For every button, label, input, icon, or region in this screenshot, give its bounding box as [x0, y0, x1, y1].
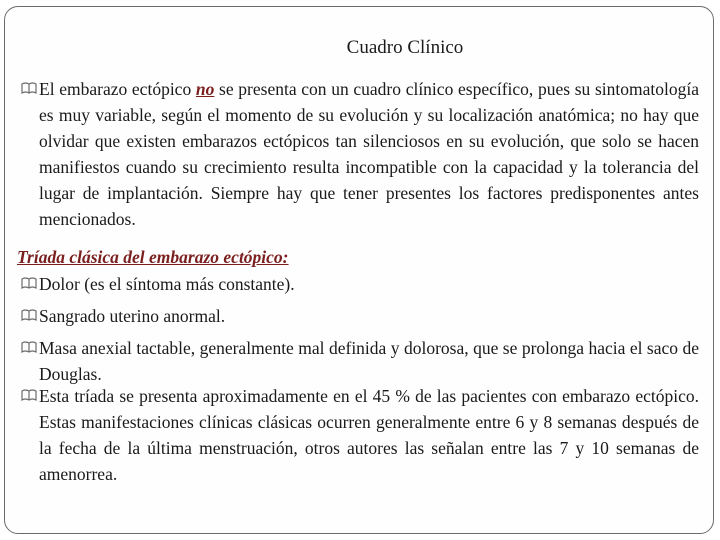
- intro-paragraph: El embarazo ectópico no se presenta con un cuadro clínico específico, pues su sintomatología es muy variable, según el momento de su evolución y su localización anatómica; no hay que olvidar que existen embarazos ectópicos tan silenciosos en su evolución, que solo se hacen manifiestos cuando su crecimiento resulta incompatible con la capacidad y la tolerancia del lugar de implantación. Siempre hay que tener presentes los factores predisponentes antes mencionados.: [17, 76, 699, 232]
- open-book-icon: [21, 308, 37, 322]
- bullet-item: Dolor (es el síntoma más constante).: [17, 271, 699, 297]
- triad-heading: Tríada clásica del embarazo ectópico:: [17, 247, 289, 267]
- emphasis-no: no: [195, 79, 215, 99]
- open-book-icon: [21, 81, 37, 95]
- open-book-icon: [21, 388, 37, 402]
- slide-title: Cuadro Clínico: [346, 37, 464, 58]
- bullet-item: Esta tríada se presenta aproximadamente en el 45 % de las pacientes con embarazo ectópico. Estas manifestaciones clínicas clásicas ocurren generalmente entre 6 y 8 semanas después de la fecha de la última menstruación, otros autores las señalan entre las 7 y 10 semanas de amenorrea.: [17, 383, 699, 487]
- open-book-icon: [21, 276, 37, 290]
- open-book-icon: [21, 340, 37, 354]
- bullet-item: Sangrado uterino anormal.: [17, 303, 699, 329]
- bullet-item: Masa anexial tactable, generalmente mal definida y dolorosa, que se prolonga hacia el saco de Douglas.: [17, 335, 699, 387]
- slide-frame: [4, 6, 714, 534]
